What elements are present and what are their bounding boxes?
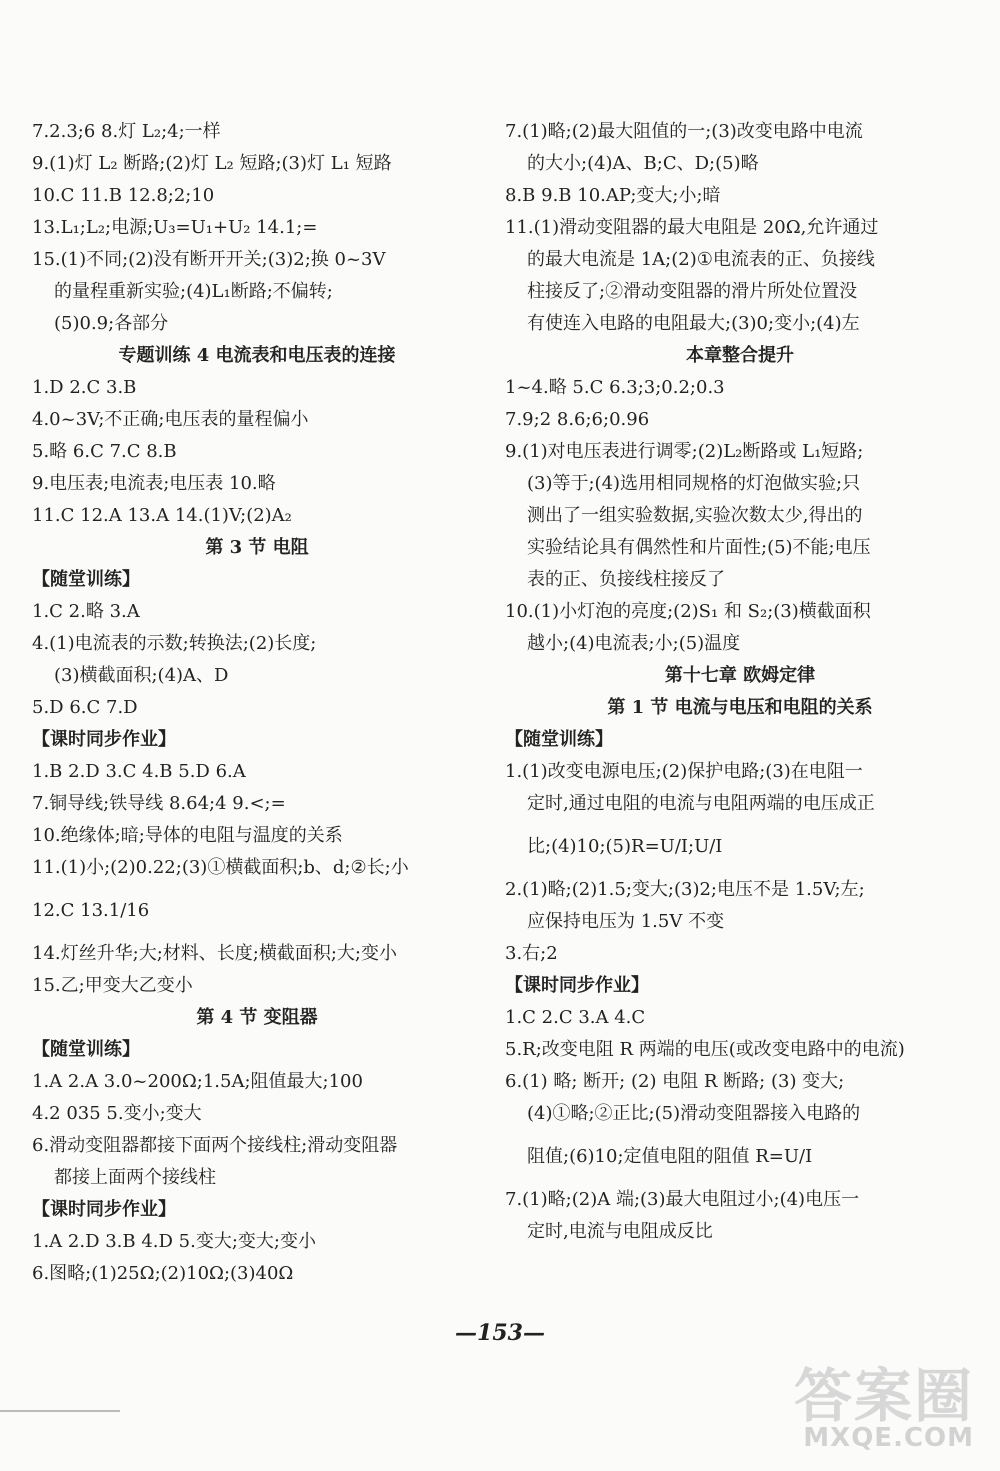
answer-line: 14.灯丝升华;大;材料、长度;横截面积;大;变小 — [32, 943, 397, 964]
answer-line: 【随堂训练】 — [32, 1039, 140, 1060]
watermark-text: 答案圈 — [793, 1362, 974, 1430]
answer-line: 1.D 2.C 3.B — [32, 377, 137, 398]
answer-line: (3)横截面积;(4)A、D — [54, 665, 229, 686]
answer-line: 定时,通过电阻的电流与电阻两端的电压成正 — [527, 793, 875, 814]
answer-line: 1.C 2.C 3.A 4.C — [505, 1007, 646, 1028]
answer-line: 1.C 2.略 3.A — [32, 601, 140, 622]
answer-line: 柱接反了;②滑动变阻器的滑片所处位置没 — [527, 281, 858, 302]
answer-line: 5.D 6.C 7.D — [32, 697, 138, 718]
answer-line: 4.(1)电流表的示数;转换法;(2)长度; — [32, 633, 317, 654]
answer-line: 专题训练 4 电流表和电压表的连接 — [118, 345, 396, 366]
answer-line: 表的正、负接线柱接反了 — [527, 569, 725, 590]
page-number: —153— — [455, 1320, 545, 1346]
answer-line: 都接上面两个接线柱 — [54, 1167, 216, 1188]
answer-line: (4)①略;②正比;(5)滑动变阻器接入电路的 — [527, 1103, 861, 1124]
answer-line: (5)0.9;各部分 — [54, 313, 169, 334]
answer-line: 本章整合提升 — [686, 345, 794, 366]
answer-line: 有使连入电路的电阻最大;(3)0;变小;(4)左 — [527, 313, 860, 334]
answer-line: 13.L₁;L₂;电源;U₃=U₁+U₂ 14.1;= — [32, 217, 318, 238]
answer-line: 越小;(4)电流表;小;(5)温度 — [527, 633, 741, 654]
answer-line: 9.电压表;电流表;电压表 10.略 — [32, 473, 276, 494]
answer-line: 【课时同步作业】 — [505, 975, 649, 996]
answer-line: 的量程重新实验;(4)L₁断路;不偏转; — [54, 281, 333, 302]
answer-line: 8.B 9.B 10.AP;变大;小;暗 — [505, 185, 721, 206]
answer-line: 5.略 6.C 7.C 8.B — [32, 441, 177, 462]
answer-line: 9.(1)对电压表进行调零;(2)L₂断路或 L₁短路; — [505, 441, 864, 462]
answer-line: 10.绝缘体;暗;导体的电阻与温度的关系 — [32, 825, 343, 846]
answer-line: 10.(1)小灯泡的亮度;(2)S₁ 和 S₂;(3)横截面积 — [505, 601, 871, 622]
answer-line: 15.(1)不同;(2)没有断开开关;(3)2;换 0~3V — [32, 249, 386, 270]
answer-line: 1.(1)改变电源电压;(2)保护电路;(3)在电阻一 — [505, 761, 863, 782]
answer-line: 7.(1)略;(2)A 端;(3)最大电阻过小;(4)电压一 — [505, 1189, 860, 1210]
answer-line: 11.(1)小;(2)0.22;(3)①横截面积;b、d;②长;小 — [32, 857, 409, 878]
answer-line: 11.(1)滑动变阻器的最大电阻是 20Ω,允许通过 — [505, 217, 879, 238]
answer-line: 【课时同步作业】 — [32, 729, 176, 750]
answer-line: 第 3 节 电阻 — [205, 537, 309, 558]
answer-line: 10.C 11.B 12.8;2;10 — [32, 185, 215, 206]
answer-line: 2.(1)略;(2)1.5;变大;(3)2;电压不是 1.5V;左; — [505, 879, 865, 900]
answer-line: 【课时同步作业】 — [32, 1199, 176, 1220]
answer-line: 9.(1)灯 L₂ 断路;(2)灯 L₂ 短路;(3)灯 L₁ 短路 — [32, 153, 392, 174]
answer-line: 5.R;改变电阻 R 两端的电压(或改变电路中的电流) — [505, 1039, 905, 1060]
right-column — [505, 116, 975, 1248]
answer-line: 测出了一组实验数据,实验次数太少,得出的 — [527, 505, 863, 526]
answer-line: 实验结论具有偶然性和片面性;(5)不能;电压 — [527, 537, 871, 558]
answer-line: 12.C 13.1/16 — [32, 900, 150, 921]
answer-line: 6.滑动变阻器都接下面两个接线柱;滑动变阻器 — [32, 1135, 398, 1156]
answer-line: (3)等于;(4)选用相同规格的灯泡做实验;只 — [527, 473, 861, 494]
answer-line: 7.(1)略;(2)最大阻值的一;(3)改变电路中电流 — [505, 121, 863, 142]
answer-line: 6.图略;(1)25Ω;(2)10Ω;(3)40Ω — [32, 1263, 294, 1284]
answer-line: 【随堂训练】 — [505, 729, 613, 750]
answer-line: 的大小;(4)A、B;C、D;(5)略 — [527, 153, 759, 174]
answer-line: 7.2.3;6 8.灯 L₂;4;一样 — [32, 121, 221, 142]
answer-line: 3.右;2 — [505, 943, 558, 964]
answer-line: 1.A 2.D 3.B 4.D 5.变大;变大;变小 — [32, 1231, 316, 1252]
answer-line: 应保持电压为 1.5V 不变 — [527, 911, 725, 932]
answer-line: 1.A 2.A 3.0~200Ω;1.5A;阻值最大;100 — [32, 1071, 363, 1092]
left-column — [32, 116, 482, 1290]
answer-line: 比;(4)10;(5)R=U/I;U/I — [527, 836, 723, 857]
answer-line: 第十七章 欧姆定律 — [664, 665, 816, 686]
answer-line: 第 1 节 电流与电压和电阻的关系 — [607, 697, 873, 718]
answer-line: 7.9;2 8.6;6;0.96 — [505, 409, 650, 430]
answer-line: 15.乙;甲变大乙变小 — [32, 975, 193, 996]
answer-line: 第 4 节 变阻器 — [196, 1007, 318, 1028]
answer-line: 1~4.略 5.C 6.3;3;0.2;0.3 — [505, 377, 725, 398]
answer-line: 阻值;(6)10;定值电阻的阻值 R=U/I — [527, 1146, 813, 1167]
watermark-logo — [732, 1345, 982, 1455]
answer-line: 1.B 2.D 3.C 4.B 5.D 6.A — [32, 761, 246, 782]
divider — [0, 1410, 120, 1412]
answer-line: 【随堂训练】 — [32, 569, 140, 590]
watermark-url: MXQE.COM — [803, 1423, 974, 1453]
answer-line: 11.C 12.A 13.A 14.(1)V;(2)A₂ — [32, 505, 292, 526]
answer-line: 的最大电流是 1A;(2)①电流表的正、负接线 — [527, 249, 875, 270]
answer-line: 6.(1) 略; 断开; (2) 电阻 R 断路; (3) 变大; — [505, 1071, 845, 1092]
answer-line: 4.0~3V;不正确;电压表的量程偏小 — [32, 409, 309, 430]
answer-line: 定时,电流与电阻成反比 — [527, 1221, 713, 1242]
answer-line: 4.2 035 5.变小;变大 — [32, 1103, 202, 1124]
answer-line: 7.铜导线;铁导线 8.64;4 9.<;= — [32, 793, 286, 814]
